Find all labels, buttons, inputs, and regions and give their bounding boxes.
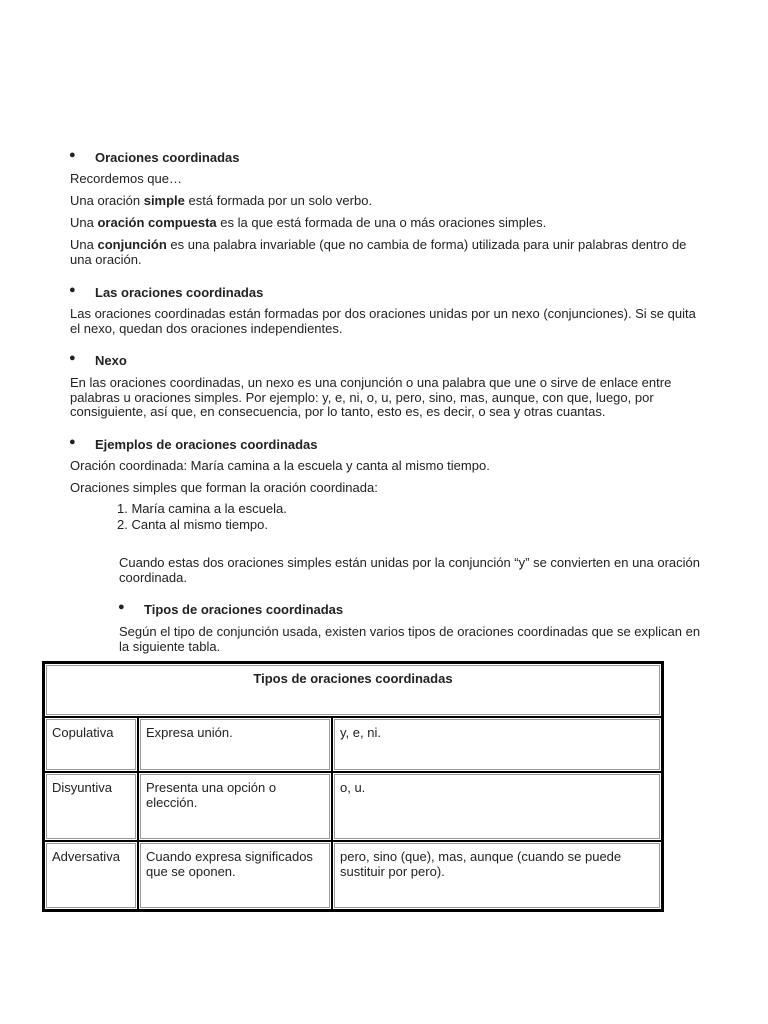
coordinated-types-table [42,661,664,912]
list-item: 1. María camina a la escuela. [117,501,287,516]
text: está formada por un solo verbo. [184,193,373,208]
heading-text: Tipos de oraciones coordinadas [144,602,344,617]
cell-type: Copulativa [44,717,138,772]
table-row [44,717,662,772]
cell-examples: y, e, ni. [332,717,662,772]
bullet-icon: ● [118,601,125,613]
paragraph-nexo: En las oraciones coordinadas, un nexo es una conjunción o una palabra que une o sirve de enlace entre palabras u oraciones simples. Por ejemplo: y, e, ni, o, u, pero, sino, mas, aunque, con que, luego, por consiguiente, así que, en consecuencia, por lo tanto, esto es, es decir, o sea y otras cuantas. [70,375,672,420]
table-row [44,841,662,910]
paragraph-las-oraciones: Las oraciones coordinadas están formadas por dos oraciones unidas por un nexo (conjunciones). Si se quita el nexo, quedan dos oraciones independientes. [70,306,696,336]
paragraph-segun: Según el tipo de conjunción usada, existen varios tipos de oraciones coordinadas que se explican en la siguiente tabla. [119,624,701,654]
heading-text: Oraciones coordinadas [95,150,240,165]
table-title: Tipos de oraciones coordinadas [44,663,662,717]
numbered-list [117,501,287,533]
table-title-row [44,663,662,717]
list-item: 2. Canta al mismo tiempo. [117,517,269,532]
table-row [44,772,662,841]
paragraph-cuando: Cuando estas dos oraciones simples están unidas por la conjunción “y” se convierten en una oración coordinada. [119,555,701,585]
cell-examples: o, u. [332,772,662,841]
text: es una palabra invariable (que no cambia de forma) utilizada para unir palabras dentro de una oración. [70,237,687,267]
cell-type: Adversativa [44,841,138,910]
text: Una [70,215,98,230]
heading-text: Ejemplos de oraciones coordinadas [95,437,318,452]
cell-examples: pero, sino (que), mas, aunque (cuando se puede sustituir por pero). [332,841,662,910]
bullet-icon: ● [69,436,76,448]
text: Una [70,237,98,252]
cell-description: Expresa unión. [138,717,332,772]
text: Una oración [70,193,144,208]
paragraph-ejemplo-2: Oraciones simples que forman la oración coordinada: [70,480,378,495]
cell-description: Cuando expresa significados que se oponen. [138,841,332,910]
bold-term: conjunción [97,237,167,252]
paragraph-compuesta [70,216,700,231]
heading-text: Nexo [95,353,127,368]
bullet-icon: ● [69,352,76,364]
paragraph-recordemos: Recordemos que… [70,171,182,186]
paragraph-simple [70,194,700,209]
bold-term: oración compuesta [97,215,217,230]
text: es la que está formada de una o más oraciones simples. [216,215,547,230]
cell-description: Presenta una opción o elección. [138,772,332,841]
bold-term: simple [143,193,185,208]
heading-text: Las oraciones coordinadas [95,285,264,300]
cell-type: Disyuntiva [44,772,138,841]
bullet-icon: ● [69,284,76,296]
paragraph-ejemplo-1: Oración coordinada: María camina a la escuela y canta al mismo tiempo. [70,458,490,473]
paragraph-conjuncion [70,238,700,267]
bullet-icon: ● [69,149,76,161]
